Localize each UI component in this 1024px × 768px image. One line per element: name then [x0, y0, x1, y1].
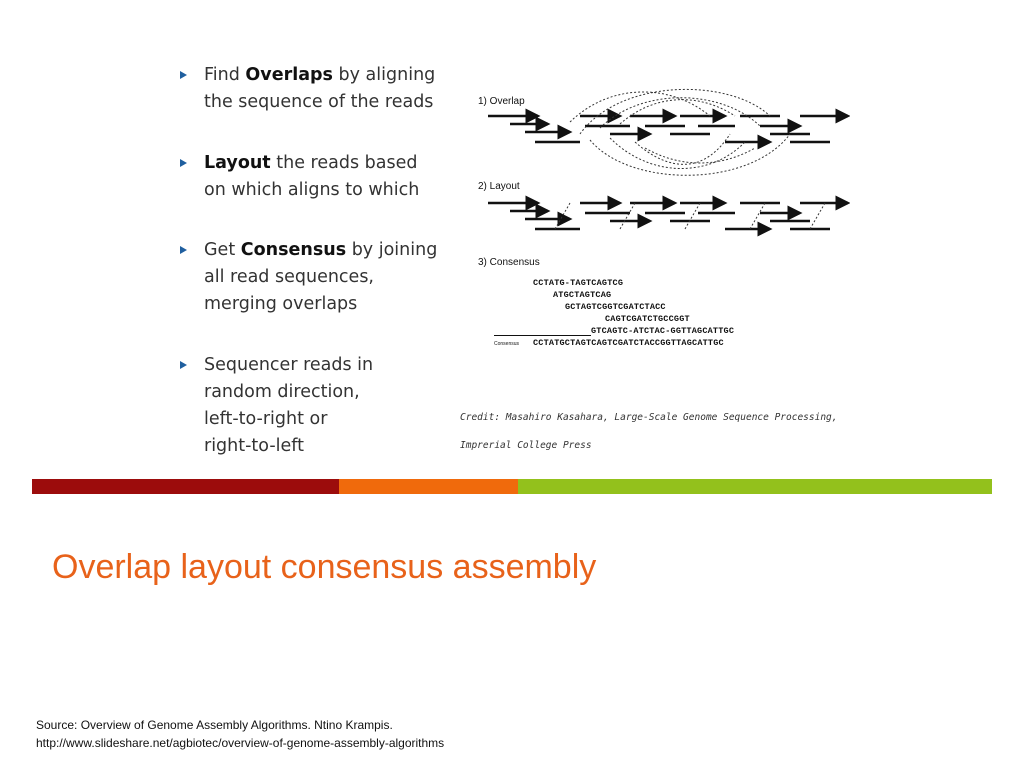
- bullet-layout: [178, 150, 419, 204]
- bullet-consensus: [178, 237, 437, 318]
- consensus-sequence: CCTATGCTAGTCAGTCGATCTACCGGTTAGCATTGC: [533, 338, 724, 348]
- divider-red: [32, 479, 339, 494]
- bullet-bold-term: Layout: [204, 153, 271, 173]
- overlap-dashed-links: [570, 89, 790, 175]
- layout-reads: [488, 203, 848, 229]
- bullet-bold-term: Overlaps: [245, 65, 333, 85]
- bullet-text: Get: [204, 240, 241, 260]
- overlap-reads: [488, 116, 848, 142]
- bullet-text: the sequence of the reads: [204, 92, 434, 112]
- slide-title: Overlap layout consensus assembly: [52, 548, 597, 586]
- bullet-overlaps: [178, 62, 435, 116]
- overlap-label: 1) Overlap: [478, 96, 525, 107]
- bullet-text: Sequencer reads in: [204, 355, 374, 375]
- bullet-text: by joining: [346, 240, 438, 260]
- bullet-text: by aligning: [332, 65, 436, 85]
- source-url: http://www.slideshare.net/agbiotec/overview-of-genome-assembly-algorithms: [36, 736, 445, 750]
- divider-orange: [339, 479, 518, 494]
- consensus-row-label: Consensus: [494, 341, 520, 347]
- bullet-arrow-icon: [180, 159, 187, 167]
- layout-label: 2) Layout: [478, 181, 520, 192]
- bullet-direction: [178, 352, 373, 460]
- credit-line-2: Imprerial College Press: [460, 440, 592, 451]
- olc-diagram: [470, 88, 850, 358]
- bullet-arrow-icon: [180, 71, 187, 79]
- credit-line-1: Credit: Masahiro Kasahara, Large-Scale Genome Sequence Processing,: [460, 412, 838, 423]
- bullet-bold-term: Consensus: [240, 240, 347, 260]
- consensus-read-2: ATGCTAGTCAG: [553, 290, 612, 300]
- bullet-arrow-icon: [180, 246, 187, 254]
- bullet-text: merging overlaps: [204, 294, 358, 314]
- bullet-text: right-to-left: [204, 436, 304, 456]
- consensus-read-3: GCTAGTCGGTCGATCTACC: [565, 302, 666, 312]
- divider-green: [518, 479, 992, 494]
- layout-links: [555, 203, 825, 229]
- consensus-read-5: GTCAGTC-ATCTAC-GGTTAGCATTGC: [591, 326, 735, 336]
- bullet-arrow-icon: [180, 361, 187, 369]
- bullet-text: left-to-right or: [204, 409, 328, 429]
- bullet-text: the reads based: [270, 153, 418, 173]
- source-line-1: Source: Overview of Genome Assembly Algorithms. Ntino Krampis.: [36, 718, 393, 732]
- consensus-read-4: CAGTCGATCTGCCGGT: [605, 314, 690, 324]
- consensus-label: 3) Consensus: [478, 257, 540, 268]
- bullet-text: all read sequences,: [204, 267, 374, 287]
- consensus-read-1: CCTATG-TAGTCAGTCG: [533, 278, 624, 288]
- bullet-text: random direction,: [204, 382, 360, 402]
- overlap-layout-graphic: [470, 88, 850, 258]
- consensus-rule-line: [494, 335, 591, 336]
- source-citation: [36, 716, 444, 752]
- bullet-text: on which aligns to which: [204, 180, 420, 200]
- bullet-text: Find: [204, 65, 246, 85]
